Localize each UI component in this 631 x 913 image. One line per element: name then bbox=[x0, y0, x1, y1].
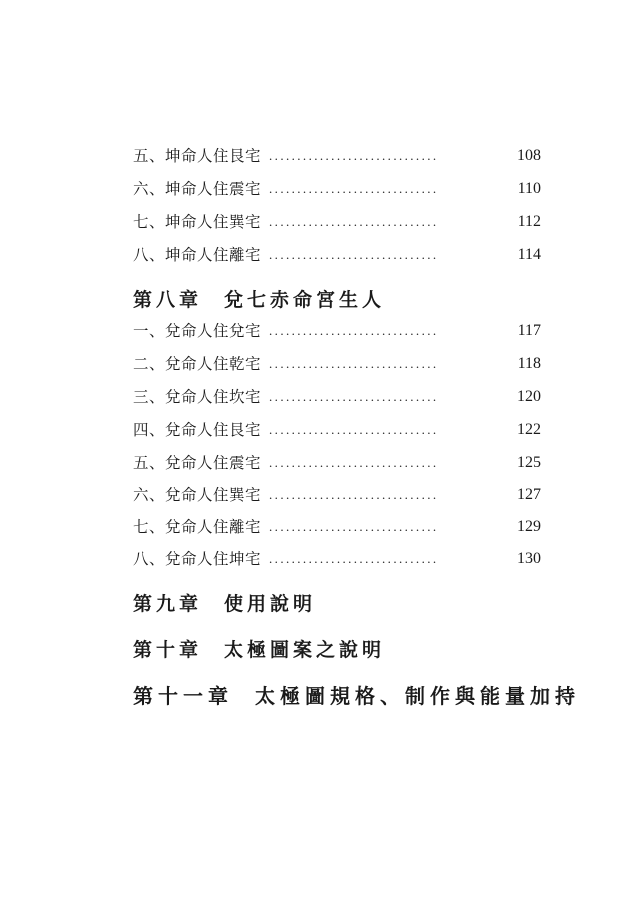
toc-entry bbox=[133, 145, 541, 167]
toc-entry-label: 八、兌命人住坤宅 bbox=[133, 550, 262, 568]
toc-entry-label: 三、兌命人住坎宅 bbox=[133, 388, 262, 406]
chapter-heading bbox=[133, 287, 385, 313]
toc-entry bbox=[133, 353, 541, 375]
toc-entry-label: 七、兌命人住離宅 bbox=[133, 518, 262, 536]
toc-entry-page: 112 bbox=[517, 213, 541, 230]
toc-entry bbox=[133, 178, 541, 200]
toc-entry-label: 四、兌命人住艮宅 bbox=[133, 421, 262, 439]
dot-leader: .............................. bbox=[269, 389, 439, 404]
toc-entry-label: 一、兌命人住兌宅 bbox=[133, 322, 262, 340]
toc-entry bbox=[133, 386, 541, 408]
toc-entry-label: 五、坤命人住艮宅 bbox=[133, 147, 262, 165]
toc-entry bbox=[133, 452, 541, 474]
toc-entry-label: 八、坤命人住離宅 bbox=[133, 246, 262, 264]
toc-entry bbox=[133, 244, 541, 266]
chapter-heading bbox=[133, 591, 316, 617]
chapter-number: 第十章 bbox=[133, 639, 203, 661]
toc-entry-page: 125 bbox=[517, 454, 541, 471]
toc-entry-label: 六、兌命人住巽宅 bbox=[133, 486, 262, 504]
chapter-title: 太極圖案之說明 bbox=[224, 639, 386, 661]
dot-leader: .............................. bbox=[269, 519, 439, 534]
chapter-number: 第八章 bbox=[133, 289, 203, 311]
toc-entry bbox=[133, 320, 541, 342]
chapter-number: 第十一章 bbox=[133, 684, 233, 708]
dot-leader: .............................. bbox=[269, 181, 439, 196]
dot-leader: .............................. bbox=[269, 148, 439, 163]
toc-entry-label: 五、兌命人住震宅 bbox=[133, 454, 262, 472]
dot-leader: .............................. bbox=[269, 455, 439, 470]
toc-entry bbox=[133, 484, 541, 506]
chapter-title: 使用說明 bbox=[224, 593, 317, 615]
toc-entry-page: 114 bbox=[517, 246, 541, 263]
toc-entry bbox=[133, 211, 541, 233]
dot-leader: .............................. bbox=[269, 247, 439, 262]
chapter-number: 第九章 bbox=[133, 593, 203, 615]
dot-leader: .............................. bbox=[269, 323, 439, 338]
toc-entry-page: 129 bbox=[517, 518, 541, 535]
toc-entry-page: 118 bbox=[517, 355, 541, 372]
chapter-title: 太極圖規格、制作與能量加持 bbox=[255, 684, 580, 708]
toc-entry-label: 六、坤命人住震宅 bbox=[133, 180, 262, 198]
toc-entry-label: 七、坤命人住巽宅 bbox=[133, 213, 262, 231]
chapter-heading bbox=[133, 637, 385, 663]
toc-entry-page: 122 bbox=[517, 421, 541, 438]
dot-leader: .............................. bbox=[269, 214, 439, 229]
dot-leader: .............................. bbox=[269, 551, 439, 566]
toc-entry-page: 130 bbox=[517, 550, 541, 567]
dot-leader: .............................. bbox=[269, 487, 439, 502]
toc-entry bbox=[133, 419, 541, 441]
dot-leader: .............................. bbox=[269, 356, 439, 371]
toc-entry-label: 二、兌命人住乾宅 bbox=[133, 355, 262, 373]
toc-entry bbox=[133, 548, 541, 570]
toc-entry-page: 117 bbox=[517, 322, 541, 339]
toc-entry-page: 110 bbox=[517, 180, 541, 197]
chapter-title: 兌七赤命宮生人 bbox=[224, 289, 386, 311]
toc-entry-page: 108 bbox=[517, 147, 541, 164]
dot-leader: .............................. bbox=[269, 422, 439, 437]
chapter-heading bbox=[133, 683, 580, 709]
toc-entry bbox=[133, 516, 541, 538]
toc-entry-page: 127 bbox=[517, 486, 541, 503]
toc-entry-page: 120 bbox=[517, 388, 541, 405]
